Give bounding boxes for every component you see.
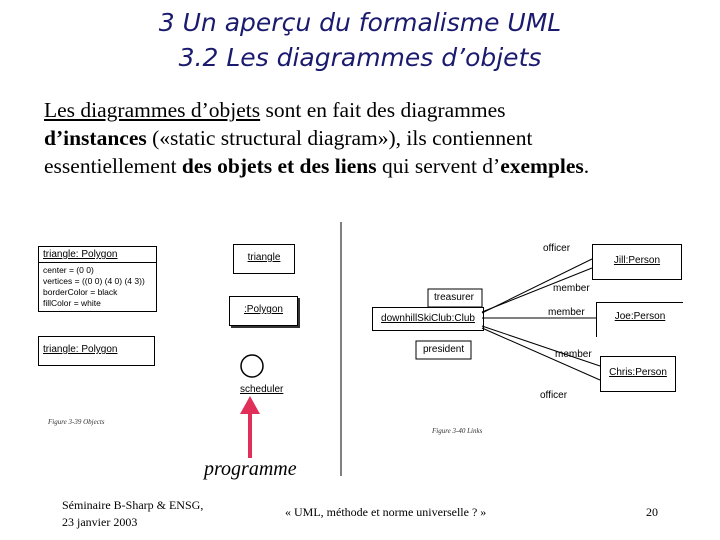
- slide-title-line1: 3 Un aperçu du formalisme UML: [158, 8, 562, 37]
- object-name: triangle: [247, 252, 281, 263]
- object-name: Jill:Person: [613, 255, 661, 266]
- role-treasurer: treasurer: [434, 292, 475, 303]
- scheduler-circle: [241, 355, 263, 377]
- object-name: triangle: Polygon: [43, 249, 118, 260]
- body-fragment: qui servent d’: [376, 154, 501, 178]
- body-term: Les diagrammes d’objets: [44, 98, 261, 122]
- body-fragment: essentiellement: [44, 154, 182, 178]
- attribute: center = (0 0): [43, 265, 94, 275]
- object-name: Chris:Person: [609, 367, 667, 378]
- object-name: downhillSkiClub:Club: [381, 313, 475, 324]
- programme-label: programme: [204, 458, 297, 480]
- footer-date: 23 janvier 2003: [62, 515, 138, 529]
- page-number: 20: [646, 505, 658, 519]
- figure-caption-links: Figure 3-40 Links: [432, 427, 483, 435]
- link-member-chris: [482, 326, 600, 366]
- role-officer-top: officer: [543, 243, 571, 254]
- body-term-instances: d’instances: [44, 126, 147, 150]
- object-scheduler: scheduler: [240, 384, 284, 395]
- attribute: fillColor = white: [43, 298, 101, 308]
- box-treasurer: [428, 289, 482, 307]
- object-name: :Polygon: [244, 304, 283, 315]
- role-member-3: member: [555, 349, 592, 360]
- figure-caption-objects: Figure 3-39 Objects: [48, 418, 105, 426]
- body-term-objects-links: des objets et des liens: [181, 154, 377, 178]
- attribute: borderColor = black: [43, 287, 118, 297]
- body-term-examples: exemples: [500, 154, 584, 178]
- box-president: [416, 341, 471, 359]
- role-president: president: [423, 344, 465, 355]
- role-member-2: member: [548, 307, 585, 318]
- role-member-1: member: [553, 283, 590, 294]
- link-member-jill: [482, 268, 592, 312]
- programme-arrowhead: [240, 396, 260, 414]
- attribute: vertices = ((0 0) (4 0) (4 3)): [43, 276, 145, 286]
- object-name: Joe:Person: [614, 311, 666, 322]
- object-name: triangle: Polygon: [43, 344, 118, 355]
- footer-center: « UML, méthode et norme universelle ? »: [285, 505, 487, 519]
- footer-event: Séminaire B-Sharp & ENSG,: [62, 498, 204, 512]
- link-officer-chris: [482, 328, 600, 380]
- role-officer-bottom: officer: [540, 390, 568, 401]
- slide-title-line2: 3.2 Les diagrammes d’objets: [178, 43, 542, 72]
- footer-left: [62, 497, 203, 531]
- body-fragment: («static structural diagram»), ils contiennent: [146, 126, 533, 150]
- body-fragment: sont en fait des diagrammes: [260, 98, 506, 122]
- body-fragment: .: [583, 154, 590, 178]
